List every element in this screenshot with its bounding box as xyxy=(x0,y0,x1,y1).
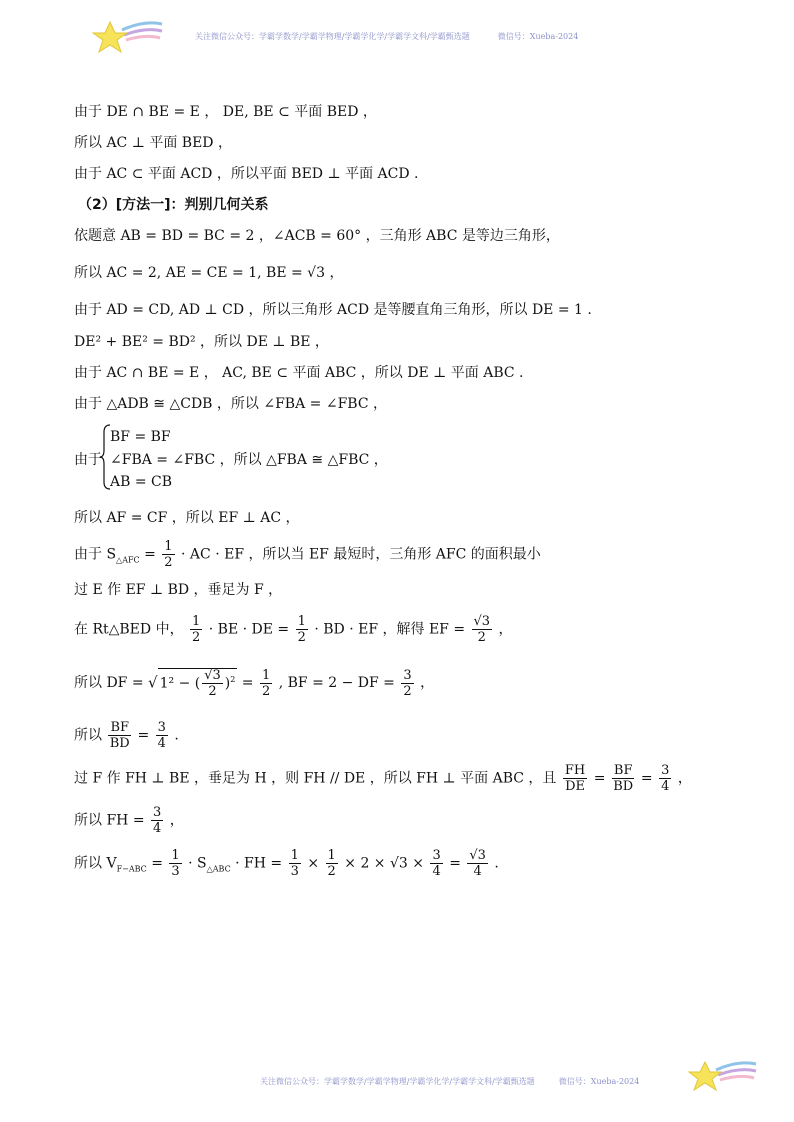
text-line: 由于 AC ⊂ 平面 ACD ，所以平面 BED ⊥ 平面 ACD . xyxy=(74,166,419,182)
rt-triangle-line: 在 Rt△BED 中， $\frac{1}{2}$ · BE · DE = $\frac{1}{2}$ · BD · EF ，解得 EF = $\frac{√3}{2}$ ， xyxy=(74,614,513,645)
text-line: 依题意 AB = BD = BC = 2 ，∠ACB = 60° ，三角形 ABC 是等边三角形， xyxy=(74,228,560,244)
system-line: ∠FBA = ∠FBC ，所以 △FBA ≅ △FBC ， xyxy=(110,452,388,468)
fraction: $\frac{3}{4}$ xyxy=(432,848,441,879)
fraction: $\frac{3}{4}$ xyxy=(157,720,166,751)
volume-line: 所以 $V_{F-ABC}$ = $\frac{1}{3}$ · $S_{\triangle ABC}$ · FH = $\frac{1}{3}$ × $\frac{1}{2}$ × 2 × √3 × $\frac{3}{4}$ = $\frac{√3}{4}$ . xyxy=(74,848,499,879)
footer-text: 关注微信公众号：学霸学数学/学霸学物理/学霸学化学/学霸学文科/学霸甄选题 微信号：Xueba-2024 xyxy=(260,1077,640,1086)
fraction: $\frac{1}{2}$ xyxy=(261,667,271,699)
text-line: 由于 xyxy=(74,452,102,468)
fraction: $\frac{1}{2}$ xyxy=(297,614,306,645)
fh-value-line: 所以 FH = $\frac{3}{4}$ ， xyxy=(74,805,184,836)
fraction: $\frac{FH}{DE}$ xyxy=(564,763,586,794)
text-line: 所以 AC = 2, AE = CE = 1, BE = √3 ， xyxy=(74,265,344,281)
fraction: $\frac{BF}{BD}$ xyxy=(613,763,634,794)
fraction: $\frac{1}{3}$ xyxy=(171,848,180,879)
fraction: $\frac{1}{2}$ xyxy=(164,539,173,570)
fraction: $\frac{1}{3}$ xyxy=(290,848,299,879)
fh-line: 过 F 作 FH ⊥ BE ，垂足为 H ，则 FH // DE ，所以 FH ⊥ 平面 ABC ，且 $\frac{FH}{DE}$ = $\frac{BF}{BD}$ = $\frac{3}{4}$ ， xyxy=(74,763,692,794)
page-header xyxy=(0,0,794,80)
fraction: $\frac{√3}{2}$ xyxy=(473,614,491,645)
star-logo-icon xyxy=(688,1056,758,1096)
star-logo-icon xyxy=(92,16,164,58)
text-line: DE² + BE² = BD² ，所以 DE ⊥ BE ， xyxy=(74,334,329,350)
fraction: $\frac{BF}{BD}$ xyxy=(109,720,130,751)
text-line: 过 E 作 EF ⊥ BD ，垂足为 F ， xyxy=(74,582,283,598)
square-root: √ 1² − ( $\frac{√3}{2}$ )$^2$ xyxy=(148,668,236,699)
text-line: 由于 DE ∩ BE = E ， DE, BE ⊂ 平面 BED ， xyxy=(74,104,377,120)
area-formula-line: 由于 $S_{\triangle AFC}$ = $\frac{1}{2}$ · AC · EF ，所以当 EF 最短时，三角形 AFC 的面积最小 xyxy=(74,539,541,570)
fraction: $\frac{3}{4}$ xyxy=(153,805,162,836)
system-line: BF = BF xyxy=(110,429,171,445)
text-line: 所以 AF = CF ，所以 EF ⊥ AC ， xyxy=(74,510,300,526)
text-line: 所以 AC ⊥ 平面 BED ， xyxy=(74,135,232,151)
system-line: AB = CB xyxy=(110,474,173,490)
fraction: $\frac{√3}{4}$ xyxy=(469,848,486,879)
text-line: 由于 AD = CD, AD ⊥ CD ，所以三角形 ACD 是等腰直角三角形，所以 DE = 1 . xyxy=(74,302,592,318)
fraction: $\frac{3}{2}$ xyxy=(403,667,412,699)
fraction: $\frac{3}{4}$ xyxy=(661,763,670,794)
fraction: $\frac{1}{2}$ xyxy=(327,848,336,879)
header-text: 关注微信公众号：学霸学数学/学霸学物理/学霸学化学/学霸学文科/学霸甄选题 微信号：Xueba-2024 xyxy=(195,32,579,41)
ratio-line: 所以 $\frac{BF}{BD}$ = $\frac{3}{4}$ . xyxy=(74,720,179,751)
df-line: 所以 DF = √ 1² − ( $\frac{√3}{2}$ )$^2$ = $\frac{1}{2}$ , BF = 2 − DF = $\frac{3}{2}$ ， xyxy=(74,667,435,699)
text-line: 由于 △ADB ≅ △CDB ，所以 ∠FBA = ∠FBC ， xyxy=(74,396,387,412)
text-line: 由于 AC ∩ BE = E ， AC, BE ⊂ 平面 ABC ，所以 DE ⊥ 平面 ABC . xyxy=(74,365,524,381)
fraction: $\frac{1}{2}$ xyxy=(192,614,201,645)
section-heading: （2）[方法一]：判别几何关系 xyxy=(78,197,269,213)
